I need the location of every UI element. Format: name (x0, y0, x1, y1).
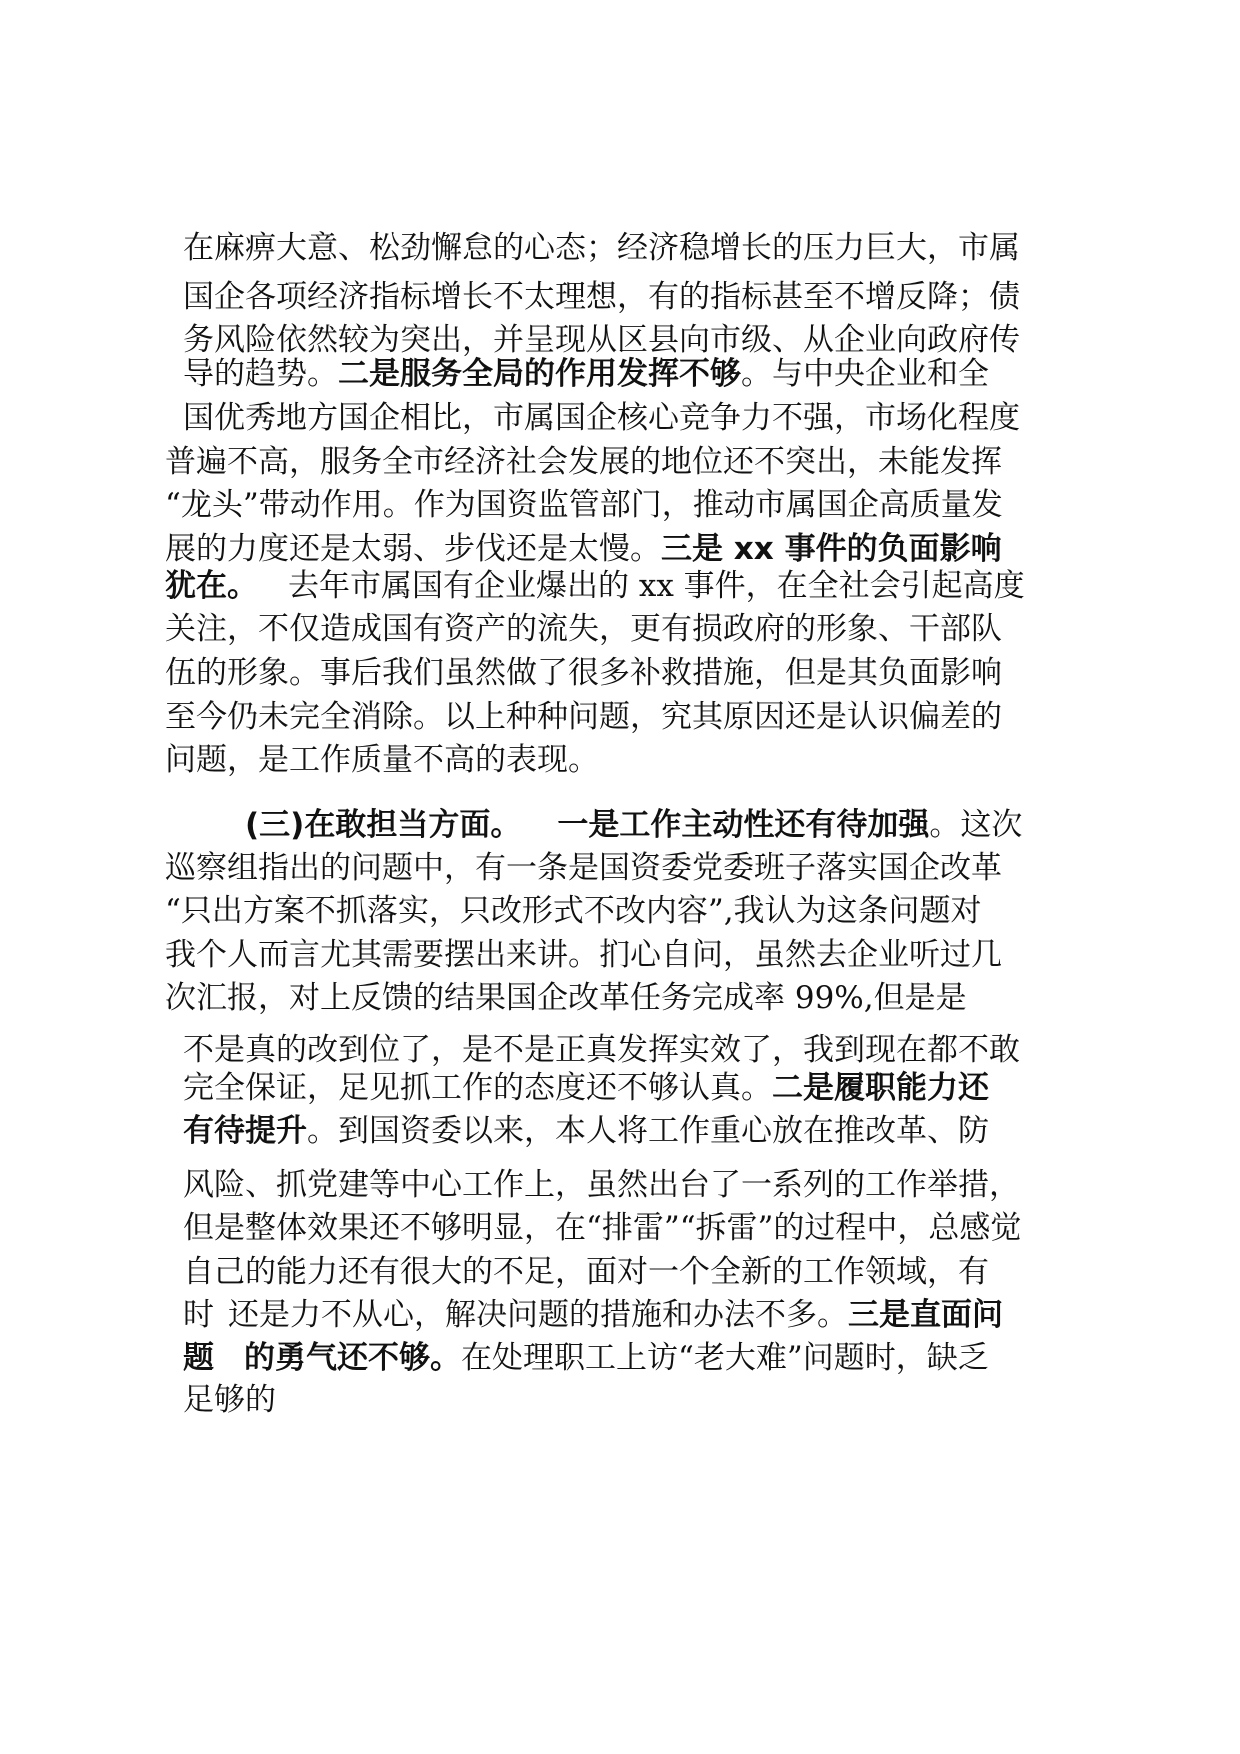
text-line: 时 还是力不从心，解决问题的措施和办法不多。三是直面问 (183, 1297, 1003, 1333)
text-line: 但是整体效果还不够明显，在“排雷”“拆雷”的过程中，总感觉 (183, 1210, 1022, 1246)
bold-heading: 有待提升 (183, 1113, 307, 1149)
text-line: 国优秀地方国企相比，市属国企核心竞争力不强，市场化程度 (183, 400, 1020, 436)
text-line: 自己的能力还有很大的不足，面对一个全新的工作领域，有 (183, 1254, 989, 1290)
text-line: 在麻痹大意、松劲懈怠的心态；经济稳增长的压力巨大，市属 (183, 230, 1020, 266)
bold-heading: 三是直面问 (848, 1297, 1003, 1333)
bold-heading: 的勇气还不够。 (244, 1340, 461, 1376)
text-line: 伍的形象。事后我们虽然做了很多补救措施，但是其负面影响 (165, 655, 1002, 691)
text-line: 风险、抓党建等中心工作上，虽然出台了一系列的工作举措， (183, 1167, 1020, 1203)
section-heading: (三)在敢担当方面。 (245, 807, 522, 843)
text-line: (三)在敢担当方面。 一是工作主动性还有待加强。这次 (245, 807, 1023, 843)
bold-heading: 一是工作主动性还有待加强 (557, 807, 930, 843)
text-line: 足够的 (183, 1382, 276, 1418)
text-line: 导的趋势。二是服务全局的作用发挥不够。与中央企业和全 (183, 356, 989, 392)
text-line: “只出方案不抓落实，只改形式不改内容”,我认为这条问题对 (165, 893, 982, 929)
text-line: 次汇报，对上反馈的结果国企改革任务完成率 99%,但是是 (165, 980, 967, 1016)
text-line: 至今仍未完全消除。以上种种问题，究其原因还是认识偏差的 (165, 699, 1002, 735)
text-line: “龙头”带动作用。作为国资监管部门，推动市属国企高质量发 (165, 487, 1003, 523)
text-line: 完全保证，足见抓工作的态度还不够认真。二是履职能力还 (183, 1070, 989, 1106)
bold-heading: 犹在。 (165, 568, 258, 604)
text-line: 展的力度还是太弱、步伐还是太慢。三是 xx 事件的负面影响 (165, 531, 1002, 567)
bold-heading: 题 (183, 1340, 214, 1376)
text-line: 问题，是工作质量不高的表现。 (165, 742, 599, 778)
text-line: 关注，不仅造成国有资产的流失，更有损政府的形象、干部队 (165, 611, 1002, 647)
text-line: 不是真的改到位了，是不是正真发挥实效了，我到现在都不敢 (183, 1032, 1020, 1068)
text-line: 犹在。 去年市属国有企业爆出的 xx 事件，在全社会引起高度 (165, 568, 1025, 604)
text-line: 有待提升。到国资委以来，本人将工作重心放在推改革、防 (183, 1113, 989, 1149)
bold-heading: 二是履职能力还 (772, 1070, 989, 1106)
text-line: 题 的勇气还不够。在处理职工上访“老大难”问题时，缺乏 (183, 1340, 989, 1376)
bold-heading: 二是服务全局的作用发挥不够 (338, 356, 741, 392)
text-line: 国企各项经济指标增长不太理想，有的指标甚至不增反降；债 (183, 279, 1020, 315)
text-line: 我个人而言尤其需要摆出来讲。扪心自问，虽然去企业听过几 (165, 937, 1002, 973)
text-line: 巡察组指出的问题中，有一条是国资委党委班子落实国企改革 (165, 850, 1002, 886)
bold-heading: 三是 xx 事件的负面影响 (661, 531, 1002, 567)
text-line: 务风险依然较为突出，并呈现从区县向市级、从企业向政府传 (183, 322, 1020, 358)
text-line: 普遍不高，服务全市经济社会发展的地位还不突出，未能发挥 (165, 444, 1002, 480)
